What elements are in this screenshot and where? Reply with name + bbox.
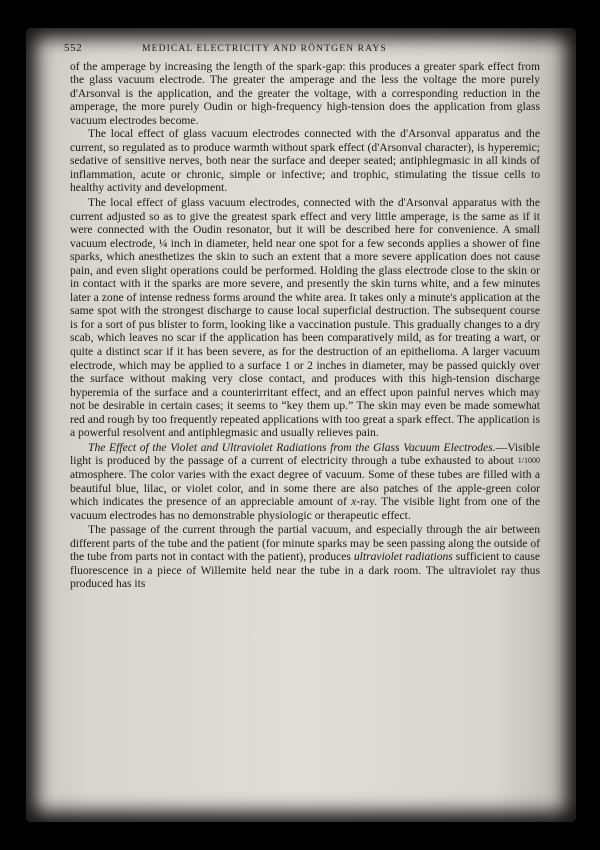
page-number: 552	[64, 42, 83, 54]
page-header	[64, 42, 540, 56]
paragraph-4-text-c: -ray. The visible light from one of the vacuum electrodes has no demonstrable physiologic or therapeutic effect.	[70, 495, 540, 522]
page-content	[64, 42, 540, 591]
paragraph-1: of the amperage by increasing the length of the spark-gap: this produces a greater spark effect from the glass vacuum electrode. The greater the amperage and the less the voltage the more purely d'Arsonval is the application, and the greater the voltage, with a corresponding reduction in the amperage, the more purely Oudin or high-frequency high-tension does the application from glass vacuum electrodes become.	[70, 59, 540, 127]
paragraph-3	[70, 196, 540, 440]
paragraph-4-text-a: —Visible light is produced by the passage of a current of electricity through a tube exhausted to about	[70, 440, 540, 468]
fraction-thousandth: 1/1000	[517, 456, 540, 466]
paragraph-5-text-b: sufficient to cause fluorescence in a piece of Willemite held near the tube in a dark room. The ultraviolet ray thus produced has its	[70, 550, 540, 591]
paragraph-2: The local effect of glass vacuum electrodes connected with the d'Arsonval apparatus and the current, so regulated as to produce warmth without spark effect (d'Arsonval character), is hyperemic; sedative of sensitive nerves, both near the surface and deeper seated; antiphlegmasic in all kinds of inflammation, acute or chronic, simple or infective; and trophic, stimulating the tissue cells to healthy activity and development.	[70, 127, 540, 195]
paragraph-5-text-a: The passage of the current through the partial vacuum, and especially through the air between different parts of the tube and the patient (for minute sparks may be seen passing along the outside of the tube from parts not in contact with the patient), produces	[70, 523, 540, 564]
paragraph-5	[70, 523, 540, 591]
paragraph-3-text-a: The local effect of glass vacuum electrodes, connected with the d'Arsonval apparatus with the current adjusted so as to give the greatest spark effect and very little amperage, is the same as if it were connected with the Oudin resonator, but it will be described here for convenience. A small vacuum electrode,	[70, 196, 540, 250]
book-page	[26, 28, 576, 822]
xray-x: x	[351, 495, 357, 509]
running-head: MEDICAL ELECTRICITY AND RÖNTGEN RAYS	[142, 43, 387, 54]
paragraph-4	[70, 441, 540, 522]
paragraph-4-text-b: atmosphere. The color varies with the exact degree of vacuum. Some of these tubes are filled with a beautiful blue, lilac, or violet color, and in some there are also patches of the apple-green color which indicates the presence of an appreciable amount of	[70, 467, 540, 509]
paragraph-3-text-b: inch in diameter, held near one spot for a few seconds applies a shower of fine sparks, which anesthetizes the skin to such an extent that a more severe application does not cause pain, and even slight operations could be performed. Holding the glass electrode close to the skin or in contact with it the sparks are more severe, and presently the skin turns white, and a few minutes later a zone of intense redness forms around the white area. It takes only a minute's application at the same spot with the strongest discharge to cause local superficial destruction. The subsequent course is for a sort of pus blister to form, looking like a vaccination pustule. This gradually changes to a dry scab, which leaves no scar if the application has been comparatively mild, as for treating a wart, or quite a distinct scar if it has been severe, as for the destruction of an epithelioma. A larger vacuum electrode, which may be applied to a surface 1 or 2 inches in diameter, may be passed quickly over the surface without making very close contact, and produces with this high-tension discharge hyperemia of the surface and a counterirritant effect, and an effect upon painful nerves which may not be desirable in certain cases; it seems to “key them up.” The skin may even be made somewhat red and rough by too frequently repeated applications with too great a spark effect. The application is a powerful resolvent and antiphlegmasic and usually relieves pain.	[70, 236, 540, 440]
fraction-quarter: ¼	[158, 236, 168, 250]
ultraviolet-radiations-term: ultraviolet radiations	[353, 550, 453, 564]
section-heading: The Effect of the Violet and Ultraviolet Radiations from the Glass Vacuum Electrodes.	[88, 440, 496, 454]
